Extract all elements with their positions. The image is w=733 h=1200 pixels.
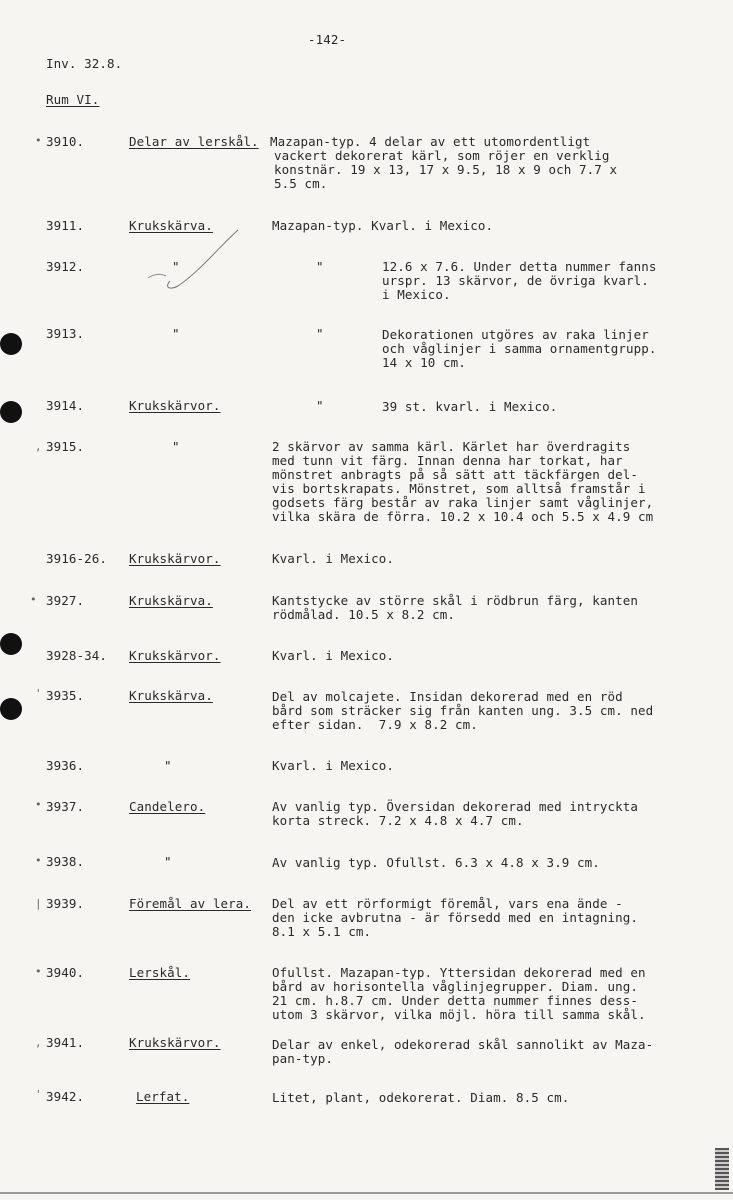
page-number: -142- bbox=[308, 32, 347, 47]
entry-line: rödmålad. 10.5 x 8.2 cm. bbox=[272, 607, 456, 622]
entry-line: med tunn vit färg. Innan denna har torkat, har bbox=[272, 453, 623, 468]
entry-line: Mazapan-typ. Kvarl. i Mexico. bbox=[272, 218, 494, 233]
entry-number: 3936. bbox=[46, 758, 85, 773]
entry-line: korta streck. 7.2 x 4.8 x 4.7 cm. bbox=[272, 813, 524, 828]
entry-number: 3914. bbox=[46, 398, 85, 413]
entry-line: Dekorationen utgöres av raka linjer bbox=[382, 327, 649, 342]
entry-title: Delar av lerskål. bbox=[129, 134, 259, 149]
tick-mark: • bbox=[35, 965, 42, 978]
entry-line: Kantstycke av större skål i rödbrun färg, kanten bbox=[272, 593, 639, 608]
entry-number: 3915. bbox=[46, 439, 85, 454]
ditto-mark: " bbox=[172, 439, 180, 454]
entry-line: Av vanlig typ. Översidan dekorerad med intryckta bbox=[272, 799, 639, 814]
entry-line: den icke avbrutna - är försedd med en intagning. bbox=[272, 910, 639, 925]
entry-line: bård som sträcker sig från kanten ung. 3.5 cm. ned bbox=[272, 703, 654, 718]
tick-mark: , bbox=[35, 1036, 42, 1049]
ditto-mark: " bbox=[172, 326, 180, 341]
entry-line: Ofullst. Mazapan-typ. Yttersidan dekorerad med en bbox=[272, 965, 646, 980]
entry-number: 3913. bbox=[46, 326, 85, 341]
punch-hole-icon bbox=[0, 633, 22, 655]
entry-line: Del av molcajete. Insidan dekorerad med en röd bbox=[272, 689, 623, 704]
entry-line: vilka skära de förra. 10.2 x 10.4 och 5.5 x 4.9 cm bbox=[272, 509, 654, 524]
entry-title: Krukskärva. bbox=[129, 593, 213, 608]
punch-hole-icon bbox=[0, 401, 22, 423]
entry-title: Krukskärva. bbox=[129, 688, 213, 703]
entry-line: 39 st. kvarl. i Mexico. bbox=[382, 399, 558, 414]
entry-line: Delar av enkel, odekorerad skål sannolikt av Maza- bbox=[272, 1037, 654, 1052]
entry-title: Lerfat. bbox=[136, 1089, 190, 1104]
entry-line: 2 skärvor av samma kärl. Kärlet har överdragits bbox=[272, 439, 631, 454]
entry-number: 3939. bbox=[46, 896, 85, 911]
entry-number: 3938. bbox=[46, 854, 85, 869]
inventory-label: Inv. 32.8. bbox=[46, 56, 123, 71]
entry-line: Del av ett rörformigt föremål, vars ena ände - bbox=[272, 896, 623, 911]
entry-line: 14 x 10 cm. bbox=[382, 355, 466, 370]
pencil-stroke-icon bbox=[140, 226, 250, 306]
entry-line: 21 cm. h.8.7 cm. Under detta nummer finnes dess- bbox=[272, 993, 639, 1008]
entry-title: Krukskärva. bbox=[129, 218, 213, 233]
entry-title: Krukskärvor. bbox=[129, 1035, 221, 1050]
entry-line: urspr. 13 skärvor, de övriga kvarl. bbox=[382, 273, 649, 288]
entry-line: Av vanlig typ. Ofullst. 6.3 x 4.8 x 3.9 cm. bbox=[272, 855, 600, 870]
tick-mark: • bbox=[30, 593, 37, 606]
entry-title: Lerskål. bbox=[129, 965, 191, 980]
ditto-mark: " bbox=[164, 854, 172, 869]
tick-mark: • bbox=[35, 134, 42, 147]
entry-number: 3935. bbox=[46, 688, 85, 703]
entry-line: Kvarl. i Mexico. bbox=[272, 758, 395, 773]
entry-number: 3942. bbox=[46, 1089, 85, 1104]
punch-hole-icon bbox=[0, 333, 22, 355]
ditto-mark: " bbox=[316, 326, 324, 341]
ditto-mark: " bbox=[172, 259, 180, 274]
room-label: Rum VI. bbox=[46, 92, 100, 107]
ditto-mark: " bbox=[316, 259, 324, 274]
entry-line: konstnär. 19 x 13, 17 x 9.5, 18 x 9 och 7.7 x bbox=[274, 162, 618, 177]
entry-line: efter sidan. 7.9 x 8.2 cm. bbox=[272, 717, 478, 732]
entry-line: 8.1 x 5.1 cm. bbox=[272, 924, 372, 939]
entry-title: Krukskärvor. bbox=[129, 551, 221, 566]
entry-title: Krukskärvor. bbox=[129, 648, 221, 663]
entry-line: i Mexico. bbox=[382, 287, 451, 302]
entry-line: Kvarl. i Mexico. bbox=[272, 551, 395, 566]
punch-hole-icon bbox=[0, 698, 22, 720]
entry-number: 3928-34. bbox=[46, 648, 108, 663]
tick-mark: | bbox=[35, 897, 42, 910]
tick-mark: ' bbox=[35, 1088, 42, 1101]
entry-line: 12.6 x 7.6. Under detta nummer fanns bbox=[382, 259, 657, 274]
tick-mark: ' bbox=[35, 687, 42, 700]
entry-number: 3911. bbox=[46, 218, 85, 233]
ditto-mark: " bbox=[316, 398, 324, 413]
scan-bottom-border bbox=[0, 1192, 733, 1194]
entry-number: 3927. bbox=[46, 593, 85, 608]
entry-number: 3941. bbox=[46, 1035, 85, 1050]
entry-line: mönstret anbragts på så sätt att täckfärgen del- bbox=[272, 467, 639, 482]
entry-line: godsets färg består av raka linjer samt våglinjer, bbox=[272, 495, 654, 510]
tick-mark: , bbox=[35, 440, 42, 453]
entry-line: Kvarl. i Mexico. bbox=[272, 648, 395, 663]
scan-edge-strip bbox=[715, 1148, 729, 1190]
entry-number: 3937. bbox=[46, 799, 85, 814]
entry-number: 3916-26. bbox=[46, 551, 108, 566]
entry-line: pan-typ. bbox=[272, 1051, 334, 1066]
entry-line: Mazapan-typ. 4 delar av ett utomordentligt bbox=[270, 134, 591, 149]
entry-title: Krukskärvor. bbox=[129, 398, 221, 413]
entry-line: utom 3 skärvor, vilka möjl. höra till samma skål. bbox=[272, 1007, 646, 1022]
entry-number: 3912. bbox=[46, 259, 85, 274]
entry-title: Candelero. bbox=[129, 799, 206, 814]
ditto-mark: " bbox=[164, 758, 172, 773]
tick-mark: • bbox=[35, 854, 42, 867]
entry-number: 3910. bbox=[46, 134, 85, 149]
entry-line: och våglinjer i samma ornamentgrupp. bbox=[382, 341, 657, 356]
entry-line: Litet, plant, odekorerat. Diam. 8.5 cm. bbox=[272, 1090, 570, 1105]
entry-line: 5.5 cm. bbox=[274, 176, 328, 191]
entry-title: Föremål av lera. bbox=[129, 896, 252, 911]
tick-mark: • bbox=[35, 798, 42, 811]
entry-line: bård av horisontella våglinjegrupper. Diam. ung. bbox=[272, 979, 639, 994]
entry-line: vackert dekorerat kärl, som röjer en verklig bbox=[274, 148, 610, 163]
entry-line: vis bortskrapats. Mönstret, som alltså framstår i bbox=[272, 481, 646, 496]
entry-number: 3940. bbox=[46, 965, 85, 980]
